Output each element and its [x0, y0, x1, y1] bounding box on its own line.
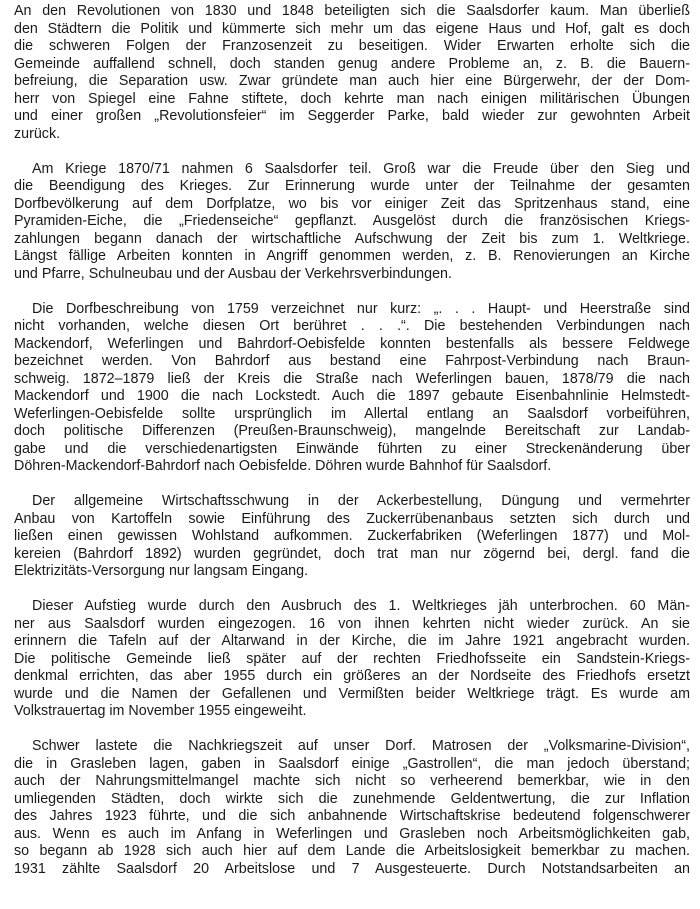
text-line: den Städtern die Politik und kümmerte sich mehr um das eigene Haus und Hof, galt es doch — [14, 20, 690, 37]
text-line: Dieser Aufstieg wurde durch den Ausbruch des 1. Weltkrieges jäh unterbrochen. 60 Män- — [32, 598, 690, 614]
text-line: auch der Nahrungsmittelmangel machte sich nicht so verheerend bemerkbar, wie in den — [14, 773, 690, 789]
text-line: Anbau von Kartoffeln sowie Einführung des Zuckerrübenanbaus setzten sich durch und — [14, 510, 690, 527]
text-line: aus. Wenn es auch im Anfang in Weferlingen und Grasleben noch Arbeitsmöglichkeiten gab, — [14, 825, 690, 842]
text-line: zahlungen begann danach der wirtschaftliche Aufschwung der Zeit bis zum 1. Weltkriege. — [14, 230, 690, 247]
text-line: Mackendorf und 1900 die nach Lockstedt. Auch die 1897 gebaute Eisenbahnlinie Helmstedt- — [14, 388, 690, 404]
text-line: Volkstrauertag im November 1955 eingeweiht. — [14, 703, 307, 719]
text-line: gabe und die verschiedenartigsten Einwände führten zu einer Streckenänderung über — [14, 440, 690, 457]
paragraph-postwar — [14, 738, 690, 878]
text-line: nicht vorhanden, welche diesen Ort berühret . . .“. Die bestehenden Verbindungen nach — [14, 318, 690, 334]
text-line: denkmal errichten, das aber 1955 durch ein größeres an der Nordseite des Friedhofs ersetzt — [14, 668, 690, 684]
text-line: und Pfarre, Schulneubau und der Ausbau der Verkehrsverbindungen. — [14, 265, 452, 282]
text-line: doch politische Differenzen (Preußen-Braunschweig), mangelnde Bereitschaft zur Landab- — [14, 423, 690, 439]
text-line: Dorfbevölkerung auf dem Dorfplatze, wo bis vor einiger Zeit das Spritzenhaus stand, eine — [14, 195, 690, 212]
text-line: Die Dorfbeschreibung von 1759 verzeichnet nur kurz: „. . . Haupt- und Heerstraße sind — [32, 300, 690, 317]
paragraph-agriculture — [14, 493, 690, 581]
text-line: ließen einen gewissen Wohlstand aufkommen. Zuckerfabriken (Weferlingen 1877) und Mol- — [14, 528, 690, 544]
text-line: Döhren-Mackendorf-Bahrdorf nach Oebisfelde. Döhren wurde Bahnhof für Saalsdorf. — [14, 458, 552, 474]
text-line: Pyramiden-Eiche, die „Friedenseiche“ gepflanzt. Ausgelöst durch die französischen Kriegs- — [14, 213, 690, 229]
text-line: ner aus Saalsdorf wurden eingezogen. 16 von ihnen kehrten nicht wieder zurück. An sie — [14, 615, 690, 632]
paragraph-war-1870 — [14, 161, 690, 284]
text-line: Elektrizitäts-Versorgung nur langsam Eingang. — [14, 563, 309, 579]
text-line: wurde und die Namen der Gefallenen und Vermißten beider Weltkriege trägt. Es wurde am — [14, 685, 690, 702]
text-line: umliegenden Städten, doch wirkte sich die zunehmende Geldentwertung, die zur Inflation — [14, 790, 690, 807]
text-line: Schwer lastete die Nachkriegszeit auf unser Dorf. Matrosen der „Volksmarine-Division“, — [32, 738, 690, 754]
text-line: die schweren Folgen der Franzosenzeit zu beseitigen. Wider Erwarten erholte sich die — [14, 38, 690, 54]
text-line: 1931 zählte Saalsdorf 20 Arbeitslose und 7 Ausgesteuerte. Durch Notstandsarbeiten an — [14, 860, 690, 877]
text-line: Mackendorf, Weferlingen und Bahrdorf-Oebisfelde konnten bestenfalls als bessere Feldwege — [14, 335, 690, 352]
text-line: Die politische Gemeinde ließ später auf der rechten Friedhofsseite ein Sandstein-Kriegs- — [14, 650, 690, 667]
text-line: befreiung, die Separation usw. Zwar gründete man auch hier eine Bürgerwehr, der der Dom- — [14, 73, 690, 89]
text-line: so begann ab 1928 sich auch hier auf dem Lande die Arbeitslosigkeit bemerkbar zu machen. — [14, 843, 690, 859]
text-line: zurück. — [14, 125, 61, 142]
paragraph-revolutions — [14, 3, 690, 143]
text-line: und einer großen „Revolutionsfeier“ im Seggerder Parke, bald wieder zur gewohnten Arbeit — [14, 108, 690, 124]
text-line: erinnern die Tafeln auf der Altarwand in der Kirche, die im Jahre 1921 angebracht wurden. — [14, 633, 690, 649]
text-line: bezeichnet werden. Von Bahrdorf aus bestand eine Fahrpost-Verbindung nach Braun- — [14, 353, 690, 369]
paragraph-roads-railway — [14, 301, 690, 476]
text-line: herr von Spiegel eine Fahne stiftete, doch kehrte man nach einigen militärischen Übungen — [14, 90, 690, 107]
text-line: schweig. 1872–1879 ließ der Kreis die Straße nach Weferlingen bauen, 1878/79 die nach — [14, 370, 690, 387]
text-line: Gemeinde auffallend schnell, doch standen genug andere Probleme an, z. B. die Bauern- — [14, 55, 690, 72]
text-line: die in Grasleben lagen, gaben in Saalsdorf einige „Gastrollen“, die man jedoch überstand; — [14, 755, 690, 772]
text-line: des Jahres 1923 führte, und die sich anbahnende Wirtschaftskrise bedeutend folgenschwerer — [14, 808, 690, 824]
text-line: Weferlingen-Oebisfelde sollte ursprünglich im Allertal entlang an Saalsdorf vorbeiführen, — [14, 405, 690, 422]
paragraph-world-war-one — [14, 598, 690, 721]
text-line: An den Revolutionen von 1830 und 1848 beteiligten sich die Saalsdorfer kaum. Man überließ — [14, 3, 690, 19]
text-line: die Beendigung des Krieges. Zur Erinnerung wurde unter der Teilnahme der gesamten — [14, 178, 690, 194]
text-line: Längst fällige Arbeiten konnten in Angriff genommen werden, z. B. Renovierungen an Kirche — [14, 248, 690, 264]
text-line: kereien (Bahrdorf 1892) wurden gegründet, doch trat man nur zögernd bei, dergl. fand die — [14, 545, 690, 562]
text-line: Am Kriege 1870/71 nahmen 6 Saalsdorfer teil. Groß war die Freude über den Sieg und — [32, 160, 690, 177]
text-line: Der allgemeine Wirtschaftsschwung in der Ackerbestellung, Düngung und vermehrter — [32, 493, 690, 509]
